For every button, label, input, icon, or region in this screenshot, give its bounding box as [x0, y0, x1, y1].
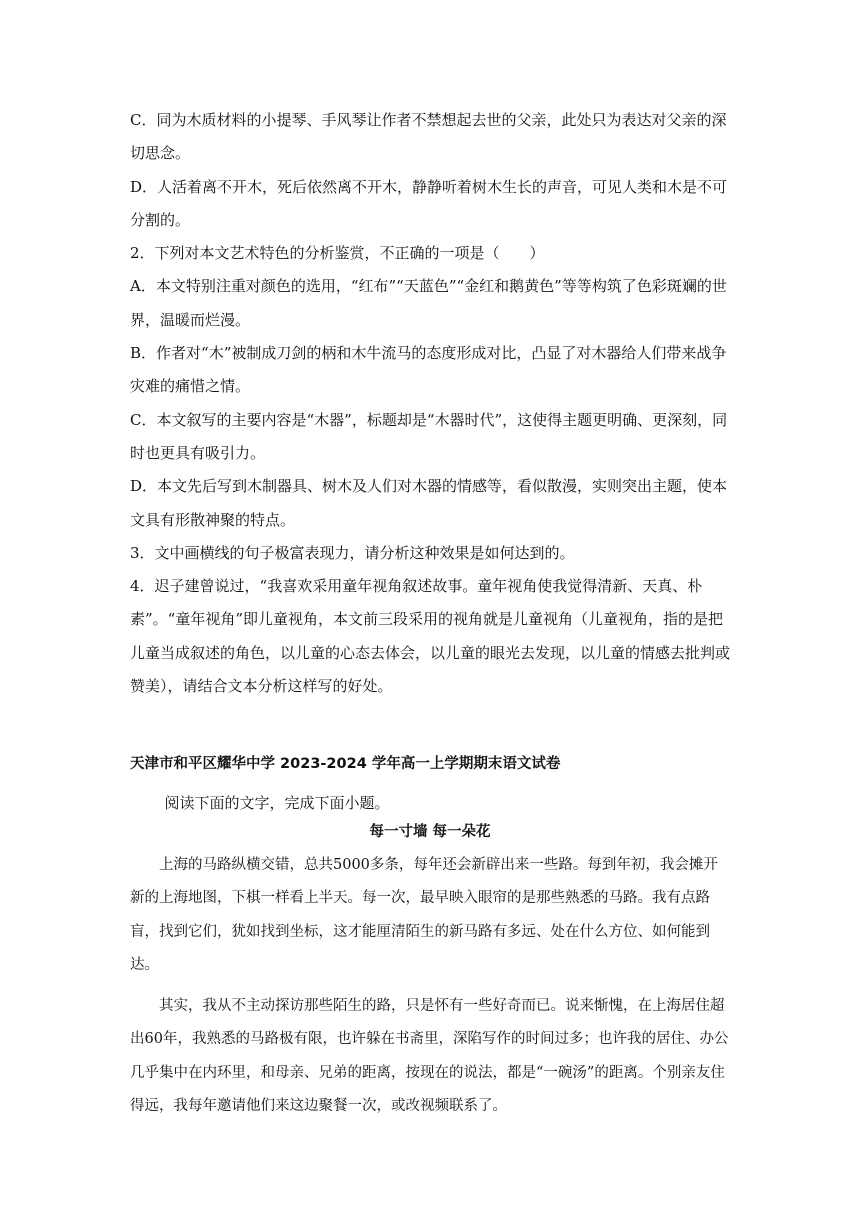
article-title: 每一寸墙 每一朵花: [369, 823, 491, 840]
option-2c: C．本文叙写的主要内容是“木器”，标题却是“木器时代”，这使得主题更明确、更深刻，同时也更具有吸引力。: [130, 410, 728, 462]
question-list: [130, 104, 730, 703]
option-2a: A．本文特别注重对颜色的选用，“红布”“天蓝色”“金红和鹅黄色”等等构筑了色彩斑斓的世界，温暖而烂漫。: [130, 277, 727, 329]
option-2d: D．本文先后写到木制器具、树木及人们对木器的情感等，看似散漫，实则突出主题，使本文具有形散神聚的特点。: [130, 477, 728, 529]
exam-section: [130, 752, 730, 773]
article-body: [130, 849, 730, 1123]
article-paragraph-1: 上海的马路纵横交错，总共5000多条，每年还会新辟出来一些路。每到年初，我会摊开新的上海地图，下棋一样看上半天。每一次，最早映入眼帘的是那些熟悉的马路。我有点路盲，找到它们，犹如找到坐标，这才能厘清陌生的新马路有多远、处在什么方位、如何能到达。: [130, 857, 718, 973]
option-1d: D．人活着离不开木，死后依然离不开木，静静听着树木生长的声音，可见人类和木是不可分割的。: [130, 177, 728, 229]
question-3: 3．文中画横线的句子极富表现力，请分析这种效果是如何达到的。: [130, 543, 575, 562]
option-2b: B．作者对“木”被制成刀剑的柄和木牛流马的态度形成对比，凸显了对木器给人们带来战争灾难的痛惜之情。: [130, 344, 727, 396]
exam-title: 天津市和平区耀华中学 2023-2024 学年高一上学期期末语文试卷: [130, 756, 561, 772]
instruction-block: [130, 787, 730, 820]
question-2: 2．下列对本文艺术特色的分析鉴赏，不正确的一项是（ ）: [130, 244, 545, 263]
article-title-block: [130, 820, 730, 841]
option-1c: C．同为木质材料的小提琴、手风琴让作者不禁想起去世的父亲，此处只为表达对父亲的深切思念。: [130, 111, 727, 163]
question-4: 4．迟子建曾说过，“我喜欢采用童年视角叙述故事。童年视角使我觉得清新、天真、朴素”。“童年视角”即儿童视角，本文前三段采用的视角就是儿童视角（儿童视角，指的是把儿童当成叙述的角色，以儿童的心态去体会，以儿童的眼光去发现，以儿童的情感去批判或赞美），请结合文本分析这样写的好处。: [130, 577, 731, 696]
reading-instruction: 阅读下面的文字，完成下面小题。: [164, 794, 390, 812]
article-paragraph-2: 其实，我从不主动探访那些陌生的路，只是怀有一些好奇而已。说来惭愧，在上海居住超出60年，我熟悉的马路极有限，也许躲在书斋里，深陷写作的时间过多；也许我的居住、办公几乎集中在内环里，和母亲、兄弟的距离，按现在的说法，都是“一碗汤”的距离。个别亲友住得远，我每年邀请他们来这边聚餐一次，或改视频联系了。: [130, 998, 729, 1115]
